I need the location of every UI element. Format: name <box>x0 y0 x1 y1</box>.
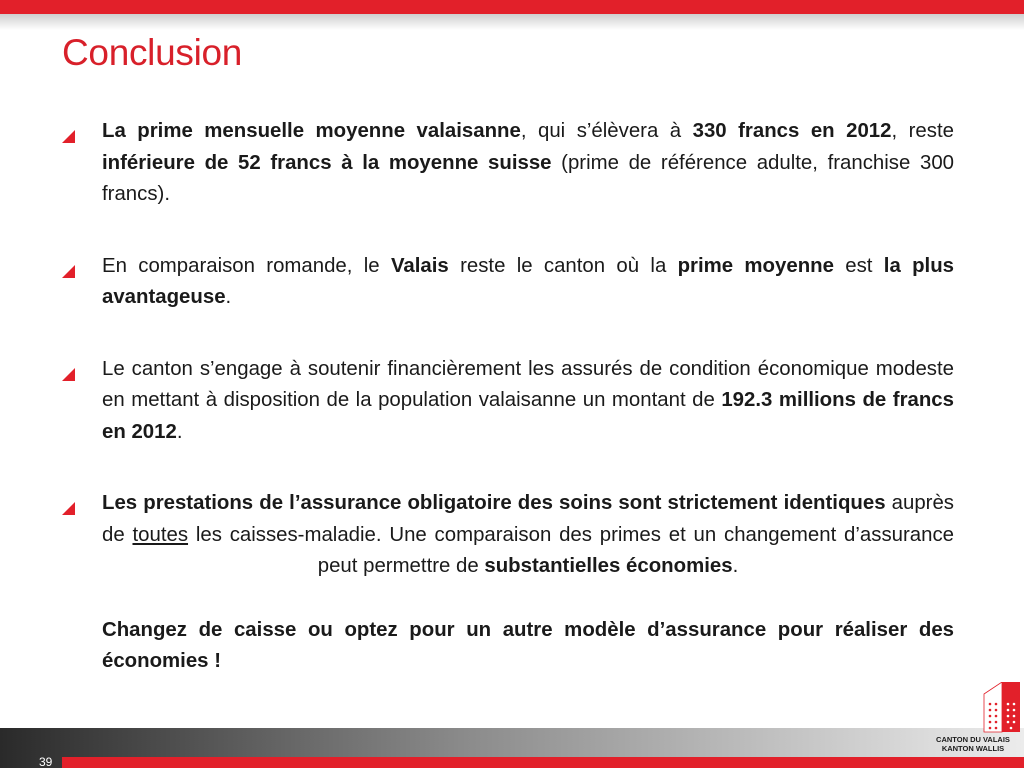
bullet-2-text: En comparaison romande, le <box>102 254 391 277</box>
bullet-2-text: . <box>225 286 232 308</box>
triangle-bullet-icon <box>62 502 75 515</box>
bullet-2-text: reste le canton où la <box>448 254 678 277</box>
bullet-1-text: (prime de référence adulte, franchise 300 francs). <box>102 151 955 205</box>
bullet-4-bold-text: substantielles économies <box>484 555 733 577</box>
bullet-4-text: les caisses-maladie. Une comparaison des primes et un changement d’assurance peut permettre de <box>188 523 954 577</box>
bullet-item-2 <box>62 251 954 314</box>
top-gray-fade <box>0 14 1024 30</box>
triangle-bullet-icon <box>62 130 75 143</box>
bullet-2-bold-text: la plus avantageuse <box>102 254 955 308</box>
logo-line-2: KANTON WALLIS <box>941 744 1005 753</box>
bullet-1-text: , qui s’élèvera à <box>520 120 693 142</box>
bullet-3-bold-text: 192.3 millions de francs en 2012 <box>102 389 954 443</box>
bullet-3-text: . <box>176 420 183 443</box>
bullet-4-bold-text: Les prestations de l’assurance obligatoire des soins sont strictement identiques <box>102 492 886 514</box>
logo-line-1: CANTON DU VALAIS <box>936 735 1010 744</box>
bullet-4-paragraph <box>102 488 954 583</box>
bullet-item-4 <box>62 488 954 678</box>
bullet-1-bold-text: La prime mensuelle moyenne valaisanne <box>102 120 521 142</box>
bullet-1-bold-text: 330 francs en 2012 <box>692 120 892 142</box>
bullet-4-text: . <box>732 555 739 577</box>
slide-title: Conclusion <box>62 32 243 73</box>
bullet-4-text: auprès de <box>102 492 954 546</box>
footer-red-bar <box>62 757 1024 768</box>
bullet-list <box>62 116 954 678</box>
bullet-item-1 <box>62 116 954 211</box>
logo-caption <box>926 735 1020 753</box>
bullet-2-bold-text: prime moyenne <box>677 254 834 277</box>
page-number: 39 <box>39 755 53 769</box>
bullet-1-text: , reste <box>891 120 954 142</box>
triangle-bullet-icon <box>62 368 75 381</box>
bullet-2-text: est <box>833 254 884 277</box>
top-red-bar <box>0 0 1024 14</box>
triangle-bullet-icon <box>62 265 75 278</box>
bullet-4-underlined-text: toutes <box>132 523 189 546</box>
bullet-item-3 <box>62 354 954 449</box>
call-to-action-text: Changez de caisse ou optez pour un autre modèle d’assurance pour réaliser des économies ! <box>102 618 954 672</box>
bullet-1-bold-text: inférieure de 52 francs à la moyenne suisse <box>102 151 552 174</box>
bullet-3-text: Le canton s’engage à soutenir financièrement les assurés de condition économique modeste en mettant à disposition de la population valaisanne un montant de <box>102 357 954 411</box>
bullet-2-bold-text: Valais <box>390 254 449 277</box>
